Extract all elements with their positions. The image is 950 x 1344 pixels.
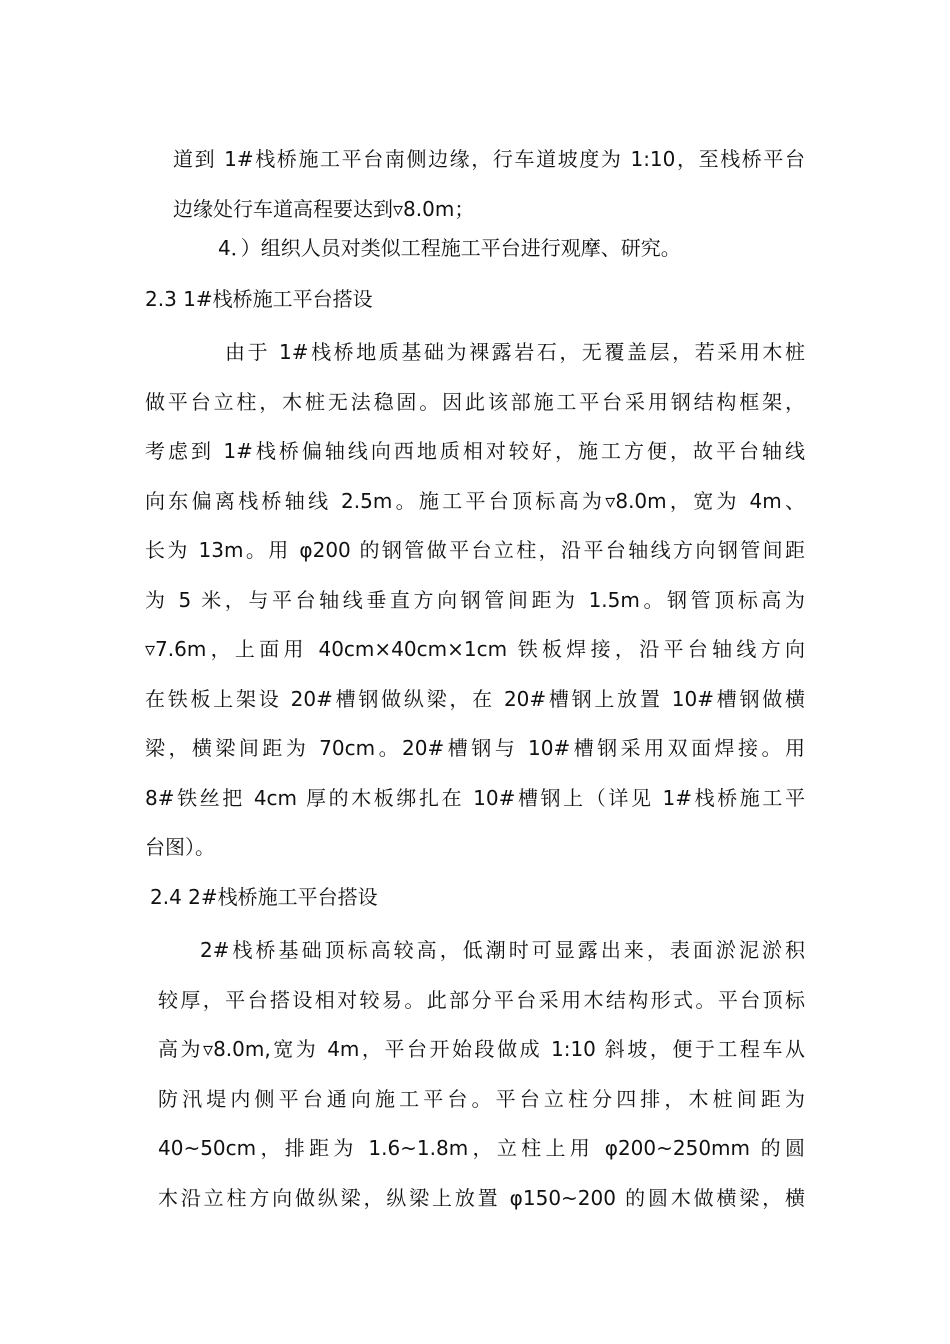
paragraph-line: 道到 1#栈桥施工平台南侧边缘，行车道坡度为 1:10，至栈桥平台 [173,147,805,171]
paragraph-line: 向东偏离栈桥轴线 2.5m。施工平台顶标高为▿8.0m，宽为 4m、 [145,488,805,513]
section-heading-2-3: 2.3 1#栈桥施工平台搭设 [145,287,373,311]
section-2-3-paragraph [145,328,805,873]
list-item-4: 4．）组织人员对类似工程施工平台进行观摩、研究。 [218,236,681,260]
paragraph-line: 40~50cm，排距为 1.6~1.8m，立柱上用 φ200~250mm 的圆 [158,1136,805,1160]
paragraph-line: 8#铁丝把 4cm 厚的木板绑扎在 10#槽钢上（详见 1#栈桥施工平 [145,785,805,810]
paragraph-line: 长为 13m。用 φ200 的钢管做平台立柱，沿平台轴线方向钢管间距 [145,538,805,562]
section-2-4-paragraph [158,926,805,1223]
paragraph-line: 考虑到 1#栈桥偏轴线向西地质相对较好，施工方便，故平台轴线 [145,439,805,463]
paragraph-line: 防汛堤内侧平台通向施工平台。平台立柱分四排，木桩间距为 [158,1086,805,1111]
intro-paragraph [173,134,805,234]
paragraph-line: 高为▿8.0m,宽为 4m，平台开始段做成 1:10 斜坡，便于工程车从 [158,1037,805,1061]
paragraph-line: 在铁板上架设 20#槽钢做纵梁，在 20#槽钢上放置 10#槽钢做横 [145,686,805,711]
paragraph-line: 由于 1#栈桥地质基础为裸露岩石，无覆盖层，若采用木桩 [225,340,805,364]
paragraph-line: 木沿立柱方向做纵梁，纵梁上放置 φ150~200 的圆木做横梁，横 [158,1185,805,1210]
paragraph-line: 2#栈桥基础顶标高较高，低潮时可显露出来，表面淤泥淤积 [200,938,805,962]
paragraph-line: 做平台立柱，木桩无法稳固。因此该部施工平台采用钢结构框架， [145,389,805,414]
paragraph-line: ▿7.6m，上面用 40cm×40cm×1cm 铁板焊接，沿平台轴线方向 [145,637,805,661]
paragraph-line: 较厚，平台搭设相对较易。此部分平台采用木结构形式。平台顶标 [158,987,805,1012]
paragraph-line: 边缘处行车道高程要达到▿8.0m； [173,197,475,221]
paragraph-line: 为 5 米，与平台轴线垂直方向钢管间距为 1.5m。钢管顶标高为 [145,587,805,612]
section-heading-2-4: 2.4 2#栈桥施工平台搭设 [150,885,378,909]
paragraph-line: 梁，横梁间距为 70cm。20#槽钢与 10#槽钢采用双面焊接。用 [145,736,805,760]
paragraph-line: 台图）。 [145,835,215,859]
